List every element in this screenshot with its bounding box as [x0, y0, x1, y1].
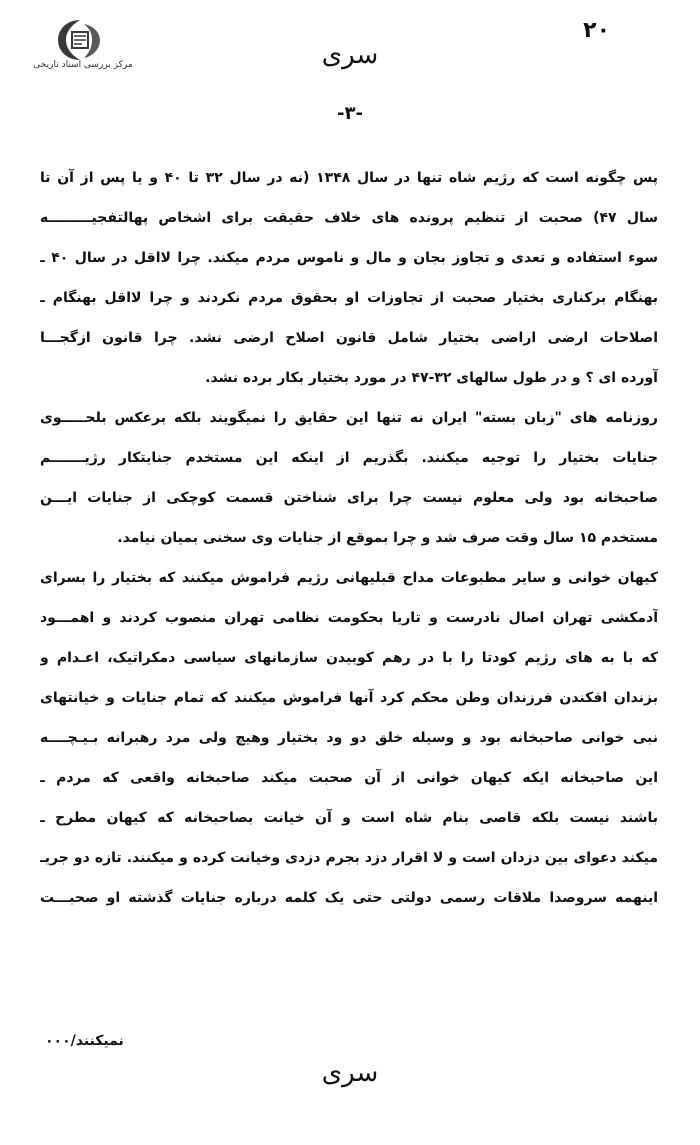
body-line: سال ۴۷) صحبت از تنظیم پرونده های خلاف حقیقت برای اشخاص پهالتفجیـــــــــه	[40, 210, 658, 226]
body-line: مستخدم ۱۵ سال وقت صرف شد و چرا بموقع از جنایات وی سخنی بمیان نیامد.	[117, 530, 658, 546]
document-body	[40, 158, 658, 918]
body-line: نبی خوانی صاحبخانه بود و وسیله خلق دو ود بختیار وهیچ ولی مرد رهبرانه بـیـچــــه	[40, 730, 658, 746]
body-line: سوء استفاده و تعدی و تجاوز بجان و مال و ناموس مردم میکند. چرا لااقل در سال ۴۰ ـ	[40, 250, 658, 266]
body-line: روزنامه های "زبان بسته" ایران نه تنها این حقایق را نمیگویند بلکه برعکس بلحـــــوی	[40, 410, 658, 426]
body-line: آورده ای ؟ و در طول سالهای ۳۲-۴۷ در مورد بختیار بکار برده نشد.	[205, 370, 658, 386]
body-line: اصلاحات ارضی اراضی بختیار شامل قانون اصلاح ارضی نشد. چرا قانون ازگجـــا	[40, 330, 658, 346]
body-line: باشند نیست بلکه قاصی بنام شاه است و آن خیانت بصاحبخانه که کیهان مطرح ـ	[40, 810, 658, 826]
body-line: جنایات بختیار را توجیه میکنند. بگذریم از اینکه این مستخدم جنایتکار رژیـــــــم	[40, 450, 658, 466]
body-line: پس چگونه است که رژیم شاه تنها در سال ۱۳۴۸ (نه در سال ۳۲ تا ۴۰ و یا پس از آن تا	[40, 170, 658, 186]
body-line: بزندان افکندن فرزندان وطن محکم کرد آنها فراموش میکنند که تمام جنایات و خیانتهای	[40, 690, 658, 706]
body-line: صاحبخانه بود ولی معلوم نیست چرا برای شناختن قسمت کوچکی از جنایات ایـــن	[40, 490, 658, 506]
archive-logo-text: مرکز بررسی اسناد تاریخی	[33, 60, 133, 70]
page-number: ۲۰	[583, 18, 610, 43]
body-line: که با به های رژیم کودتا را با در رهم کوبیدن سازمانهای سیاسی دمکراتیک، اعـدام و	[40, 650, 658, 666]
body-line: میکند دعوای بین دزدان است و لا اقرار دزد بجرم دزدی وخیانت کرده و میکنند. تازه دو جریـ	[40, 850, 658, 866]
classification-header: سری	[321, 40, 379, 70]
classification-footer: سری	[321, 1058, 379, 1088]
section-marker: -۳-	[337, 103, 363, 124]
body-line: آدمکشی تهران اصال نادرست و تاریا بحکومت نظامی تهران منصوب کردند و اهمـــود	[40, 610, 658, 626]
body-line: این صاحبخانه ایکه کیهان خوانی از آن صحبت میکند صاحبخانه واقعی که مردم ـ	[40, 770, 658, 786]
closing-text: نمیکنند/۰۰۰	[45, 1033, 124, 1049]
body-line: کیهان خوانی و سایر مطبوعات مداح قبلیهانی رژیم فراموش میکنند که بختیار را بسرای	[40, 570, 658, 586]
body-line: اینهمه سروصدا ملاقات رسمی دولتی حتی یک کلمه درباره جنایات گذشته او صحبـــت	[40, 890, 658, 906]
body-line: بهنگام برکناری بختیار صحبت از تجاوزات او بحقوق مردم نکردند و چرا لااقل بهنگام ـ	[40, 290, 658, 306]
